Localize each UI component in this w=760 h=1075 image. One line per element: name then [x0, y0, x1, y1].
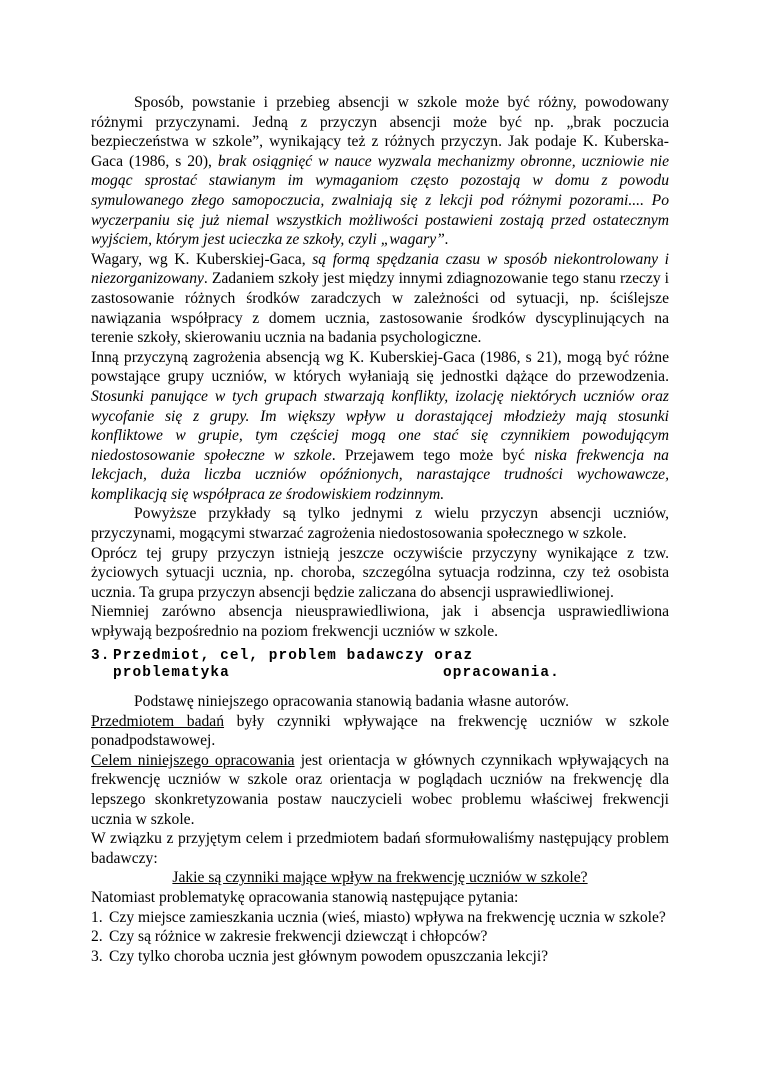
- text-run: . Zadaniem szkoły jest między innymi zdiagnozowanie tego stanu rzeczy i zastosowanie różnych środków zaradczych w zależności od sytuacji, np. ściślejsze nawiązania współpracy z domem ucznia, zastosowanie środków dyscyplinujących na terenie szkoły, skierowaniu ucznia na badania psychologiczne.: [91, 270, 669, 347]
- list-number: 1.: [91, 908, 103, 926]
- paragraph-conclusion: Niemniej zarówno absencja nieusprawiedliwiona, jak i absencja usprawiedliwiona wpływają bezpośrednio na poziom frekwencji uczniów w szkole.: [91, 603, 669, 641]
- section-2-text: [91, 93, 669, 642]
- questions-list: [91, 908, 669, 967]
- underlined-term: Celem niniejszego opracowania: [91, 751, 295, 769]
- list-text: Czy są różnice w zakresie frekwencji dziewcząt i chłopców?: [109, 928, 488, 946]
- list-text: Czy tylko choroba ucznia jest głównym powodem opuszczania lekcji?: [109, 947, 549, 965]
- paragraph-research-problem-intro: W związku z przyjętym celem i przedmiotem badań sformułowaliśmy następujący problem badawczy:: [91, 830, 669, 867]
- text-run: Sposób, powstanie i przebieg absencji w szkole może być różny, powodowany różnymi przyczynami. Jedną z przyczyn absencji może być np. „brak poczucia bezpieczeństwa w szkole”, wynikający też z różnych przyczyn. Jak podaje K. Kuberska-Gaca (1986, s 20),: [91, 94, 669, 170]
- paragraph-subject: [91, 712, 669, 751]
- paragraph-absence-causes: [91, 93, 669, 250]
- research-problem: [91, 868, 669, 888]
- quote-italic: brak osiągnięć w nauce wyzwala mechanizmy obronne, uczniowie nie mogąc sprostać stawianym im wymaganiom często pozostają w domu z powodu symulowanego złego samopoczucia, zwalniają się z lekcji pod różnymi pozorami.... Po wyczerpaniu się już niemal wszystkich możliwości postawieni zostają przed ostatecznym wyjściem, którym jest ucieczka ze szkoły, czyli „wagary”.: [91, 152, 669, 249]
- text-run: były czynniki wpływające na frekwencję uczniów w szkole ponadpodstawowej.: [91, 712, 669, 750]
- list-number: 2.: [91, 928, 103, 946]
- paragraph-life-situations: Oprócz tej grupy przyczyn istnieją jeszcze oczywiście przyczyny wynikające z tzw. życiowych sytuacji ucznia, np. choroba, szczególna sytuacja rodzinna, czy też osobista ucznia. Ta grupa przyczyn absencji będzie zaliczana do absencji usprawiedliwionej.: [91, 544, 669, 601]
- paragraph-basis: Podstawę niniejszego opracowania stanowią badania własne autorów.: [134, 693, 570, 710]
- text-run: . Przejawem tego może być: [331, 446, 535, 464]
- heading-line-2-end: opracowania.: [443, 665, 560, 681]
- text-run: jest orientacja w głównych czynnikach wpływających na frekwencję uczniów w szkole oraz orientacja w poglądach uczniów na frekwencję dla lepszego skonkretyzowania postaw nauczycieli wobec problemu właściwej frekwencji ucznia w szkole.: [91, 751, 669, 828]
- list-text: Czy miejsce zamieszkania ucznia (wieś, miasto) wpływa na frekwencję ucznia w szkole?: [109, 908, 666, 926]
- underlined-term: Przedmiotem badań: [91, 712, 225, 730]
- paragraph-examples: Powyższe przykłady są tylko jednymi z wielu przyczyn absencji uczniów, przyczynami, mogącymi stwarzać zagrożenia niedostosowania społecznego w szkole.: [91, 505, 669, 543]
- heading-number: 3.: [91, 648, 111, 664]
- heading-line-1: Przedmiot, cel, problem badawczy oraz: [113, 648, 474, 664]
- text-run: Inną przyczyną zagrożenia absencją wg K. Kuberskiej-Gaca (1986, s 21), mogą być różne powstające grupy uczniów, w których wyłaniają się jednostki dążące do przewodzenia.: [91, 348, 669, 386]
- list-number: 3.: [91, 947, 103, 965]
- list-item: [91, 947, 669, 967]
- paragraph-goal: [91, 751, 669, 829]
- text-run: Wagary, wg K. Kuberskiej-Gaca,: [91, 250, 313, 268]
- quote-italic: są formą spędzania czasu w sposób niekontrolowany i niezorganizowany: [91, 250, 669, 288]
- section-3-text: [91, 692, 669, 966]
- list-item: [91, 927, 669, 947]
- heading-line-2-start: problematyka: [113, 665, 230, 681]
- paragraph-peer-groups: [91, 348, 669, 505]
- paragraph-questions-intro: Natomiast problematykę opracowania stanowią następujące pytania:: [91, 888, 519, 906]
- quote-italic: niska frekwencja na lekcjach, duża liczba uczniów opóźnionych, narastające trudności wychowawcze, komplikacją się współpraca ze środowiskiem rodzinnym.: [91, 446, 669, 503]
- research-problem-text: Jakie są czynniki mające wpływ na frekwencję uczniów w szkole?: [172, 869, 588, 887]
- list-item: [91, 908, 669, 928]
- quote-italic: Stosunki panujące w tych grupach stwarzają konflikty, izolację niektórych uczniów oraz wycofanie się z grupy. Im większy wpływ u dorastającej młodzieży mają stosunki konfliktowe w grupie, tym częściej mogą one stać się czynnikiem powodującym niedostosowanie społeczne w szkole: [91, 387, 669, 464]
- paragraph-truancy: [91, 250, 669, 348]
